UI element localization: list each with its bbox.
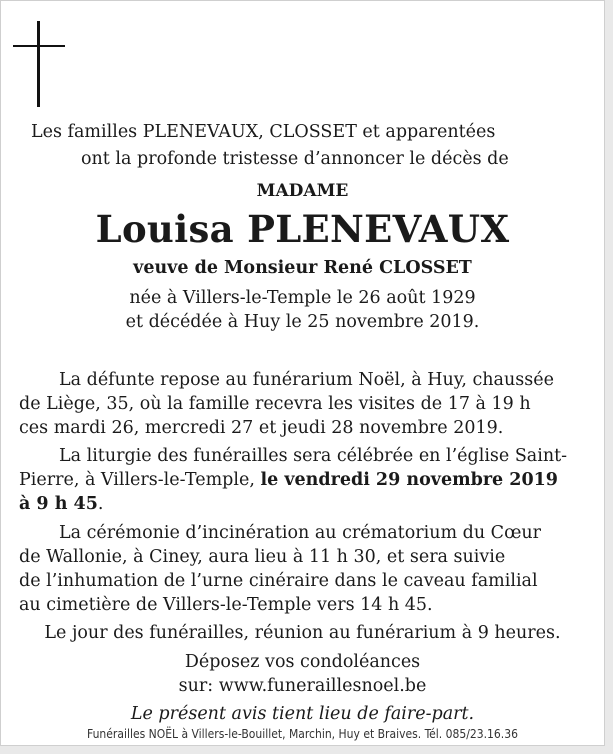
repose-line-2: de Liège, 35, où la famille recevra les visites de 17 à 19 h <box>19 394 531 414</box>
deceased-name: Louisa PLENEVAUX <box>95 207 510 251</box>
cremation-line-3: de l’inhumation de l’urne cinéraire dans le caveau familial <box>19 571 538 591</box>
funeral-time: à 9 h 45 <box>19 494 98 514</box>
birth-line: née à Villers-le-Temple le 26 août 1929 <box>129 288 476 308</box>
funeral-date: le vendredi 29 novembre 2019 <box>260 470 558 490</box>
notice-line: Le présent avis tient lieu de faire-part. <box>130 704 475 724</box>
sadness-line: ont la profonde tristesse d’annoncer le décès de <box>81 149 509 169</box>
liturgy-line-1: La liturgie des funérailles sera célébrée en l’église Saint- <box>59 446 568 466</box>
liturgy-line-2: Pierre, à Villers-le-Temple, le vendredi 29 novembre 2019 <box>19 470 558 490</box>
gathering-line: Le jour des funérailles, réunion au funérarium à 9 heures. <box>44 623 561 643</box>
death-line: et décédée à Huy le 25 novembre 2019. <box>125 312 480 332</box>
repose-line-1: La défunte repose au funérarium Noël, à Huy, chaussée <box>59 370 554 390</box>
widow-of-line: veuve de Monsieur René CLOSSET <box>133 258 472 278</box>
cremation-line-1: La cérémonie d’incinération au crématorium du Cœur <box>59 523 542 543</box>
condolences-label: Déposez vos condoléances <box>184 652 421 672</box>
footer-funeral-home: Funérailles NOËL à Villers-le-Bouillet, Marchin, Huy et Braives. Tél. 085/23.16.36 <box>87 727 518 741</box>
latin-cross-icon <box>13 21 65 107</box>
liturgy-line-3: à 9 h 45. <box>19 494 104 514</box>
condolences-url: sur: www.funeraillesnoel.be <box>178 676 427 696</box>
honorific: MADAME <box>256 181 349 201</box>
cremation-line-4: au cimetière de Villers-le-Temple vers 14 h 45. <box>19 595 433 615</box>
cremation-line-2: de Wallonie, à Ciney, aura lieu à 11 h 30, et sera suivie <box>19 547 506 567</box>
repose-line-3: ces mardi 26, mercredi 27 et jeudi 28 novembre 2019. <box>19 418 504 438</box>
families-line: Les familles PLENEVAUX, CLOSSET et apparentées <box>31 122 496 142</box>
